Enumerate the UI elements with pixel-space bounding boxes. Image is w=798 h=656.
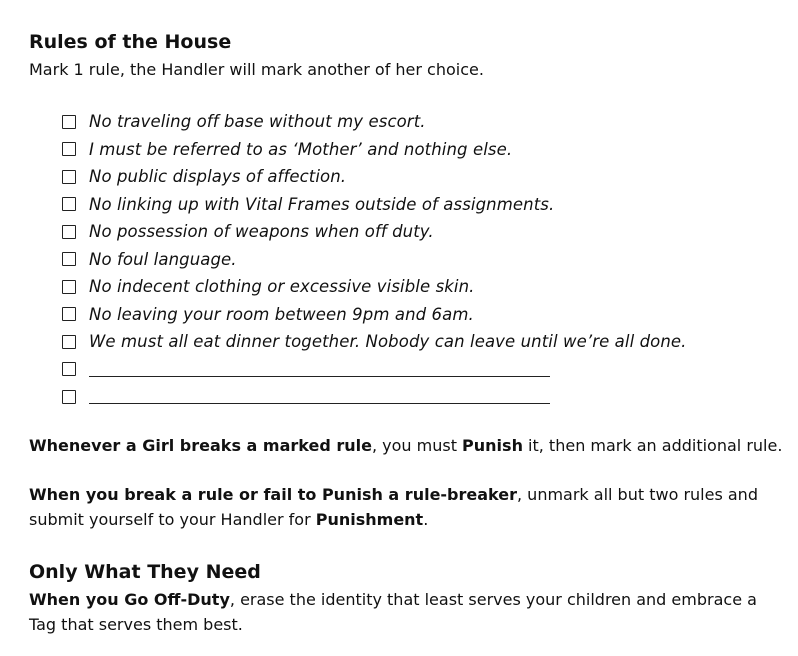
rule-item[interactable] (62, 163, 687, 191)
blank-rule-item[interactable] (62, 356, 687, 384)
rule-item[interactable] (62, 108, 687, 136)
rule-text: No linking up with Vital Frames outside of assignments. (89, 194, 555, 214)
rule-text: No possession of weapons when off duty. (89, 222, 434, 242)
rule-text: No traveling off base without my escort. (89, 112, 426, 132)
rule-text: I must be referred to as ‘Mother’ and nothing else. (89, 139, 513, 159)
off-duty-paragraph (29, 587, 784, 637)
punish-mid: , you must (371, 436, 463, 455)
break-rest: . (423, 510, 429, 529)
punish-rest: it, then mark an additional rule. (522, 436, 783, 455)
checkbox[interactable] (62, 225, 76, 239)
checkbox[interactable] (62, 170, 76, 184)
rule-item[interactable] (62, 301, 687, 329)
section-title-only-what-they-need: Only What They Need (29, 561, 261, 583)
checkbox[interactable] (62, 362, 76, 376)
punish-paragraph (29, 433, 789, 458)
checkbox[interactable] (62, 390, 76, 404)
off-duty-lead: When you Go Off-Duty (29, 590, 230, 609)
rule-item[interactable] (62, 273, 687, 301)
blank-rule-item[interactable] (62, 383, 687, 411)
rule-item[interactable] (62, 246, 687, 274)
break-keyword: Punishment (315, 510, 424, 529)
off-duty-rest: , erase the identity that least serves your children and embrace a Tag that serves them best. (29, 590, 757, 634)
break-rule-paragraph (29, 482, 764, 532)
rules-checklist (62, 108, 687, 411)
rule-item[interactable] (62, 218, 687, 246)
section-title-rules: Rules of the House (29, 31, 232, 53)
checkbox[interactable] (62, 252, 76, 266)
blank-rule-line[interactable] (89, 389, 550, 404)
rule-text: We must all eat dinner together. Nobody can leave until we’re all done. (89, 332, 687, 352)
break-lead: When you break a rule or fail to Punish a rule-breaker (29, 485, 517, 504)
rule-text: No leaving your room between 9pm and 6am. (89, 304, 474, 324)
checkbox[interactable] (62, 280, 76, 294)
checkbox[interactable] (62, 307, 76, 321)
punish-lead: Whenever a Girl breaks a marked rule (29, 436, 372, 455)
checkbox[interactable] (62, 115, 76, 129)
checkbox[interactable] (62, 142, 76, 156)
rule-item[interactable] (62, 191, 687, 219)
rule-item[interactable] (62, 136, 687, 164)
blank-rule-line[interactable] (89, 362, 550, 377)
rule-text: No indecent clothing or excessive visible skin. (89, 277, 475, 297)
rule-item[interactable] (62, 328, 687, 356)
checkbox[interactable] (62, 197, 76, 211)
rules-intro: Mark 1 rule, the Handler will mark another of her choice. (29, 60, 484, 79)
checkbox[interactable] (62, 335, 76, 349)
punish-keyword: Punish (462, 436, 523, 455)
break-mid: , unmark all but two rules and submit yourself to your Handler for (29, 485, 758, 529)
rule-text: No foul language. (89, 249, 237, 269)
rule-text: No public displays of affection. (89, 167, 347, 187)
